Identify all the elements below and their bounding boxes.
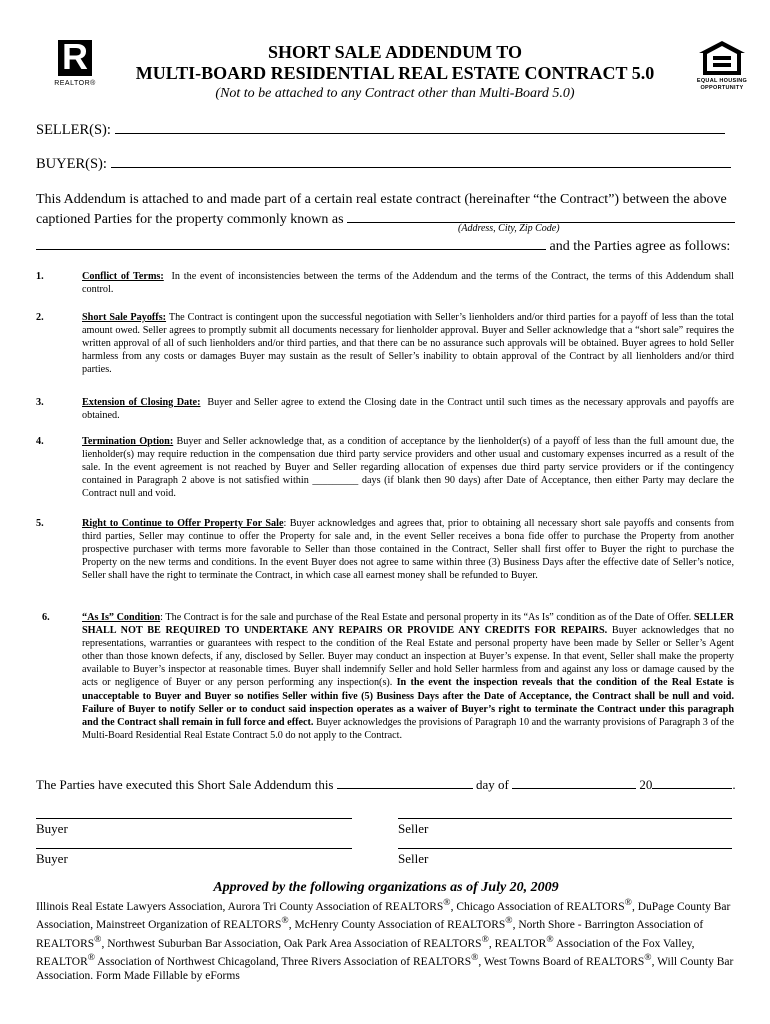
paragraph-body xyxy=(82,611,734,742)
paragraph-heading: Conflict of Terms: xyxy=(82,271,164,282)
equal-housing-logo xyxy=(692,40,752,96)
paragraph-text: The Contract is contingent upon the successful negotiation with Seller’s lienholders and/or third parties for a payoff of less than the total amount owed. Seller agrees to promptly submit all documents necessary for lienholder approval. Buyer and Seller acknowledge that a “short sale” requires the written approval of all of such lienholders and/or third parties, and that there can be no assurance such approvals will be obtained. Buyer agrees to hold Seller harmless from any costs or damages Buyer may sustain as the result of Seller’s inability to obtain approval of the Contract by all lienholders and/or third parties. xyxy=(82,312,734,376)
org-text: Association of Northwest Chicagoland, Three Rivers Association of REALTORS xyxy=(95,956,472,969)
paragraph-bold-text: SELLER SHALL NOT BE REQUIRED TO UNDERTAKE ANY REPAIRS OR PROVIDE ANY CREDITS FOR REPAIRS. xyxy=(82,612,735,637)
paragraph-heading: Short Sale Payoffs: xyxy=(82,312,167,323)
seller-label: SELLER(S): xyxy=(36,122,111,138)
org-text: , DuPage County Bar Association, Mainstreet Organization of REALTORS xyxy=(36,900,731,932)
reg-mark: ® xyxy=(546,933,554,945)
buyer-label: BUYER(S): xyxy=(36,156,107,172)
seller-row xyxy=(36,121,725,139)
parties-agree-row xyxy=(36,237,730,255)
seller-input[interactable] xyxy=(115,121,725,134)
reg-mark: ® xyxy=(505,915,513,927)
reg-mark: ® xyxy=(644,952,652,964)
property-address-input[interactable] xyxy=(347,210,735,223)
execution-text: . xyxy=(732,777,736,792)
org-text: , Northwest Suburban Bar Association, Oak Park Area Association of REALTORS xyxy=(101,937,482,950)
execution-text: The Parties have executed this Short Sale Addendum this xyxy=(36,777,334,792)
intro-text: This Addendum is attached to and made part of a certain real estate contract (hereinafter “the Contract”) between the above captioned Parties for the property commonly known as xyxy=(36,192,727,227)
reg-mark: ® xyxy=(624,897,632,908)
realtor-logo xyxy=(52,36,98,92)
paragraph-number: 5. xyxy=(36,518,44,529)
paragraph-text: Buyer and Seller acknowledge that, as a condition of acceptance by the lienholder(s) of a payoff of less than the full amount due, the lienholder(s) may require reduction in the compensation due third party service providers and other usual and customary expenses incurred as a result of the sale. In the event agreement is not reached by Buyer and Seller regarding allocation of expenses due third party service providers or if the contingency contained in Paragraph 2 above is not satisfied within xyxy=(82,436,734,487)
seller-signature-label-1: Seller xyxy=(398,821,429,836)
realtor-logo-letter: R xyxy=(62,36,88,77)
intro-paragraph xyxy=(36,190,736,230)
paragraph-text: Buyer and Seller agree to extend the Closing date in the Contract until such times as the necessary approvals and payoffs are obtained. xyxy=(82,397,734,422)
paragraph-body xyxy=(82,435,734,500)
paragraph-number: 4. xyxy=(36,436,44,447)
reg-mark: ® xyxy=(443,897,451,908)
org-text: Association of the Fox Valley, REALTOR xyxy=(36,937,695,969)
address-hint: (Address, City, Zip Code) xyxy=(458,223,560,234)
buyer-row xyxy=(36,155,731,173)
equal-housing-text xyxy=(692,78,752,92)
org-text: , Will County Bar Association. Form Made Fillable by eForms xyxy=(36,956,734,982)
approved-heading: Approved by the following organizations as of July 20, 2009 xyxy=(213,880,559,895)
execution-text: day of xyxy=(476,777,509,792)
reg-mark: ® xyxy=(281,915,289,927)
paragraph-number: 6. xyxy=(42,612,50,623)
execution-month-input[interactable] xyxy=(512,776,636,789)
buyer-input[interactable] xyxy=(111,155,731,168)
org-text: , North Shore - Barrington Association of REALTORS xyxy=(36,919,704,950)
org-text: , Chicago Association of REALTORS xyxy=(450,900,625,913)
execution-row xyxy=(36,776,736,793)
paragraph-text: days (if blank then 90 days) after Date of Acceptance, then either Party may declare the Contract null and void. xyxy=(82,475,735,500)
paragraph-bold-text: In the event the inspection reveals that the condition of the Real Estate is unacceptable to Buyer and Buyer so notifies Seller within five (5) Business Days after the Date of Acceptance, the Contract shall be null and void. Failure of Buyer to notify Seller or to conduct said inspection operates as a waiver of Buyer’s right to terminate the Contract under this paragraph and the Contract shall remain in full force and effect. xyxy=(82,677,734,728)
paragraph-text: Buyer acknowledges the provisions of Paragraph 10 and the warranty provisions of Paragraph 3 of the Multi-Board Residential Real Estate Contract 5.0 do not apply to the Contract. xyxy=(82,716,734,741)
buyer-signature-label-1: Buyer xyxy=(36,821,68,836)
equal-housing-text-line2: OPPORTUNITY xyxy=(700,85,744,91)
execution-day-input[interactable] xyxy=(337,776,473,789)
paragraph-text: Buyer acknowledges that no representations, warranties or guarantees with respect to the condition of the Real Estate and personal property have been made by Seller or Seller’s Agent other than those known defects, if any, disclosed by Seller. Buyer may conduct an inspection at Buyer’s expense. In that event, Seller shall make the property available to Buyer’s inspector at reasonable times. Buyer shall indemnify Seller and hold Seller harmless from and against any loss or damage caused by the acts or negligence of Buyer or any person performing any inspection(s). xyxy=(82,625,735,689)
document-subtitle: (Not to be attached to any Contract other than Multi-Board 5.0) xyxy=(215,86,575,101)
days-blank-input[interactable]: _________ xyxy=(312,475,359,487)
paragraph-body xyxy=(82,311,734,376)
reg-mark: ® xyxy=(87,952,96,964)
paragraph-body xyxy=(82,517,734,582)
document-title-line1: SHORT SALE ADDENDUM TO xyxy=(268,42,522,62)
buyer-signature-line-2[interactable] xyxy=(36,848,352,849)
paragraph-number: 2. xyxy=(36,312,44,323)
realtor-logo-text: REALTOR® xyxy=(54,80,96,87)
approving-organizations xyxy=(36,896,736,983)
paragraph-text: : The Contract is for the sale and purchase of the Real Estate and personal property in its “As Is” condition as of the Date of Offer. xyxy=(160,612,692,623)
seller-signature-label-2: Seller xyxy=(398,851,429,866)
org-text: Illinois Real Estate Lawyers Association, Aurora Tri County Association of REALTORS xyxy=(36,900,444,913)
paragraph-body xyxy=(82,396,734,422)
paragraph-heading: Right to Continue to Offer Property For Sale xyxy=(82,518,284,529)
org-text: , West Towns Board of REALTORS xyxy=(478,956,645,969)
org-text: , REALTOR xyxy=(488,937,547,950)
paragraph-heading: “As Is” Condition xyxy=(82,612,161,623)
org-text: , McHenry County Association of REALTORS xyxy=(288,919,506,932)
buyer-signature-line-1[interactable] xyxy=(36,818,352,819)
paragraph-number: 1. xyxy=(36,271,44,282)
paragraph-text: In the event of inconsistencies between the terms of the Addendum and the terms of the Contract, the terms of this Addendum shall control. xyxy=(82,271,735,296)
seller-signature-line-1[interactable] xyxy=(398,818,732,819)
equal-housing-house-icon xyxy=(698,40,746,76)
paragraph-heading: Extension of Closing Date: xyxy=(82,397,201,408)
paragraph-body xyxy=(82,270,734,296)
execution-text: 20 xyxy=(639,777,653,792)
paragraph-heading: Termination Option: xyxy=(82,436,174,447)
buyer-signature-label-2: Buyer xyxy=(36,851,68,866)
property-address-continued-input[interactable] xyxy=(36,237,546,250)
paragraph-text: : Buyer acknowledges and agrees that, prior to obtaining all necessary short sale payoffs and consents from third parties, Seller may continue to offer the Property for sale and, in the event Seller receives a bona fide offer to purchase the Property from another prospective purchaser with terms more favorable to Seller than those contained in the Contract, Seller shall first offer to Buyer the right to purchase the Property on the new terms and conditions. In the event Buyer does not agree to same within three (3) Business Days after the effective date of Seller’s notice, Seller shall have the right to terminate the Contract, in which case all earnest money shall be refunded to Buyer. xyxy=(82,518,734,582)
equal-housing-text-line1: EQUAL HOUSING xyxy=(696,78,748,84)
parties-agree-text: and the Parties agree as follows: xyxy=(549,239,731,254)
seller-signature-line-2[interactable] xyxy=(398,848,732,849)
reg-mark: ® xyxy=(481,933,489,945)
reg-mark: ® xyxy=(94,933,102,945)
document-title-line2: MULTI-BOARD RESIDENTIAL REAL ESTATE CONTRACT 5.0 xyxy=(135,63,655,83)
reg-mark: ® xyxy=(471,952,479,964)
paragraph-number: 3. xyxy=(36,397,44,408)
execution-year-input[interactable] xyxy=(652,776,732,789)
